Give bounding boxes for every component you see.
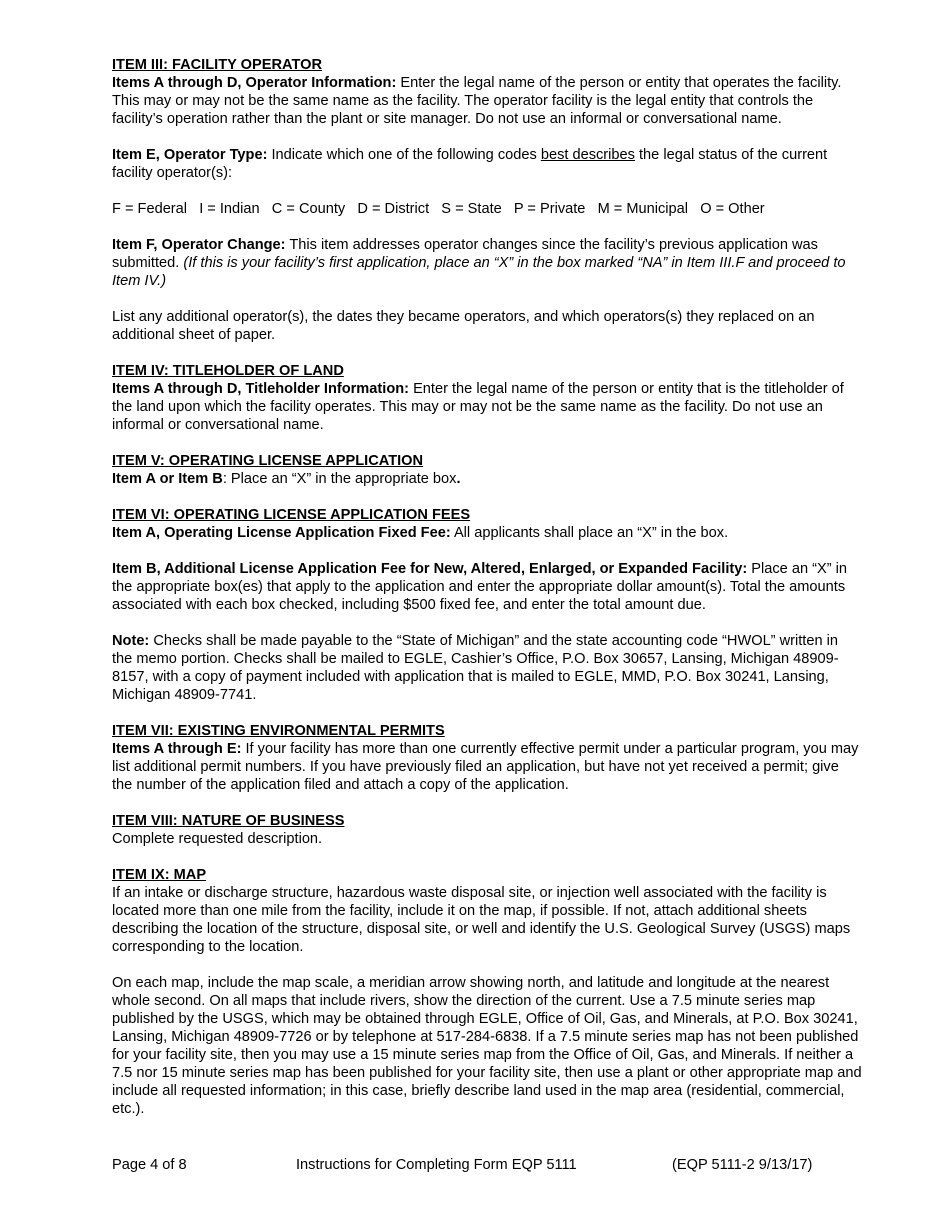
item-vii-heading: ITEM VII: EXISTING ENVIRONMENTAL PERMITS xyxy=(112,723,445,739)
item-ix-paragraph-2: On each map, include the map scale, a meridian arrow showing north, and latitude and longitude at the nearest whole second. On all maps that include rivers, show the direction of the current. Use a 7.5 minute series map published by the USGS, which may be obtained through EGLE, Office of Oil, Gas, and Minerals, at P.O. Box 30241, Lansing, Michigan 48909-7726 or by telephone at 517-284-6838. If a 7.5 minute series map has not been published for your facility site, then you may use a 15 minute series map from the Office of Oil, Gas, and Minerals. If neither a 7.5 nor 15 minute series map has been published for your facility site, then use a plant or other appropriate map and include all requested information; in this case, briefly describe land used in the map area (residential, commercial, etc.). xyxy=(112,975,862,1117)
item-v-period: . xyxy=(456,471,461,487)
item-iii-heading: ITEM III: FACILITY OPERATOR xyxy=(112,57,322,73)
item-v-paragraph xyxy=(112,470,862,488)
item-ix-paragraph-1: If an intake or discharge structure, hazardous waste disposal site, or injection well associated with the facility is located more than one mile from the facility, include it on the map, if possible. If not, attach additional sheets describing the location of the structure, disposal site, or well and identify the U.S. Geological Survey (USGS) maps corresponding to the location. xyxy=(112,885,851,955)
item-iii-e-lead: Item E, Operator Type: xyxy=(112,147,268,163)
item-v-text: : Place an “X” in the appropriate box xyxy=(222,471,457,487)
item-vii-paragraph xyxy=(112,740,862,794)
operator-type-codes: F = Federal I = Indian C = County D = District S = State P = Private M = Municipal O = Other xyxy=(112,201,765,217)
page-content xyxy=(112,56,862,1118)
item-iii-e-emphasis: best describes xyxy=(540,147,635,163)
item-vi-note-text: Checks shall be made payable to the “State of Michigan” and the state accounting code “HWOL” written in the memo portion. Checks shall be mailed to EGLE, Cashier’s Office, P.O. Box 30657, Lansing, Michigan 48909-8157, with a copy of payment included with application that is mailed to EGLE, MMD, P.O. Box 30241, Lansing, Michigan 48909-7741. xyxy=(112,633,839,703)
item-viii-section xyxy=(112,812,862,848)
item-viii-text: Complete requested description. xyxy=(112,831,323,847)
item-vi-heading: ITEM VI: OPERATING LICENSE APPLICATION FEES xyxy=(112,507,471,523)
item-vii-lead: Items A through E: xyxy=(112,741,242,757)
item-iv-paragraph xyxy=(112,380,862,434)
item-iii-f-paragraph xyxy=(112,236,862,290)
item-iv-section xyxy=(112,362,862,434)
item-vi-b-text: Place an “X” in the appropriate box(es) that apply to the application and enter the appropriate dollar amount(s). Total the amounts associated with each box checked, including $500 fixed fee, and enter the total amount due. xyxy=(112,561,847,613)
item-iv-text: Enter the legal name of the person or entity that is the titleholder of the land upon which the facility operates. This may or may not be the same name as the facility. Do not use an informal or conversational name. xyxy=(112,381,844,433)
item-vi-a-paragraph xyxy=(112,524,862,542)
item-iii-a-lead: Items A through D, Operator Information: xyxy=(112,75,397,91)
item-vi-note-lead: Note: xyxy=(112,633,150,649)
item-iii-f-lead: Item F, Operator Change: xyxy=(112,237,286,253)
item-iii-f-italic: (If this is your facility’s first application, place an “X” in the box marked “NA” in Item III.F and proceed to Item IV.) xyxy=(112,255,846,289)
item-iii-a-text: Enter the legal name of the person or entity that operates the facility. This may or may not be the same name as the facility. The operator facility is the legal entity that controls the facility’s operation rather than the plant or site manager. Do not use an informal or conversational name. xyxy=(112,75,842,127)
item-iv-lead: Items A through D, Titleholder Information: xyxy=(112,381,410,397)
item-iii-e-text2: the legal status of the current facility operator(s): xyxy=(112,147,828,181)
item-vi-a-lead: Item A, Operating License Application Fixed Fee: xyxy=(112,525,451,541)
item-vi-section xyxy=(112,506,862,704)
footer-title: Instructions for Completing Form EQP 5111 xyxy=(296,1157,577,1173)
item-vi-b-paragraph xyxy=(112,560,862,614)
item-v-section xyxy=(112,452,862,488)
item-iii-additional: List any additional operator(s), the dates they became operators, and which operators(s) they replaced on an additional sheet of paper. xyxy=(112,309,815,343)
item-iii-f-text: This item addresses operator changes since the facility’s previous application was submitted. xyxy=(112,237,818,271)
item-ix-heading: ITEM IX: MAP xyxy=(112,867,207,883)
item-vi-note-paragraph xyxy=(112,632,862,704)
footer-form-number: (EQP 5111-2 9/13/17) xyxy=(672,1157,813,1173)
item-iii-e-text1: Indicate which one of the following codes xyxy=(267,147,541,163)
item-vii-text: If your facility has more than one currently effective permit under a particular program, you may list additional permit numbers. If you have previously filed an application, but have not yet received a permit; give the number of the application filed and attach a copy of the application. xyxy=(112,741,859,793)
item-v-heading: ITEM V: OPERATING LICENSE APPLICATION xyxy=(112,453,424,469)
item-vi-a-text: All applicants shall place an “X” in the box. xyxy=(450,525,729,541)
item-iii-e-paragraph xyxy=(112,146,862,182)
item-iii-a-paragraph xyxy=(112,74,862,128)
item-v-lead: Item A or Item B xyxy=(112,471,223,487)
item-vii-section xyxy=(112,722,862,794)
footer-page-number: Page 4 of 8 xyxy=(112,1157,187,1173)
item-viii-heading: ITEM VIII: NATURE OF BUSINESS xyxy=(112,813,345,829)
item-iv-heading: ITEM IV: TITLEHOLDER OF LAND xyxy=(112,363,344,379)
item-vi-b-lead: Item B, Additional License Application Fee for New, Altered, Enlarged, or Expanded Facility: xyxy=(112,561,748,577)
item-ix-section xyxy=(112,866,862,1118)
item-iii-section xyxy=(112,56,862,344)
